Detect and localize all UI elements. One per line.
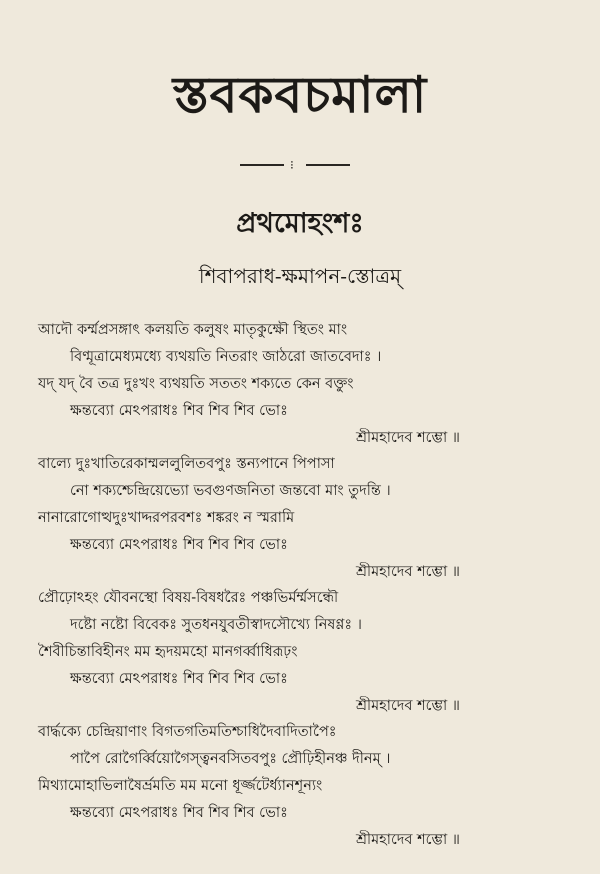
verse-line: নো শক্যশ্চেন্দ্রিয়েভ্যো ভবগুণজনিতা জন্তবো মাং তুদন্তি । (70, 483, 391, 499)
divider-ornament: ⁝ (290, 158, 294, 172)
verse-line: ক্ষন্তব্যো মেঽপরাধঃ শিব শিব শিব ভোঃ (70, 671, 288, 687)
divider-line-right (306, 164, 350, 166)
verse-refrain: শ্রীমহাদেব শম্ভো ॥ (356, 564, 460, 580)
verse-line: আদৌ কর্ম্মপ্রসঙ্গাৎ কলয়তি কলুষং মাতৃকুক্ষৌ স্থিতং মাং (38, 322, 348, 338)
verse-line: বিণ্মূত্রামেধ্যমধ্যে ব্যথয়তি নিতরাং জাঠরো জাতবেদাঃ । (70, 349, 382, 365)
verse-line: দষ্টো নষ্টো বিবেকঃ সুতধনযুবতীস্বাদসৌখ্যে নিষণ্ণঃ । (70, 617, 362, 633)
section-heading: প্রথমোহংশঃ (236, 208, 364, 239)
verse-line: মিথ্যামোহাভিলাষৈর্ভ্রমতি মম মনো ধূর্জ্জটের্ধ্যানশূন্যং (38, 778, 323, 794)
verse-line: পাপৈ রোগৈর্ব্বিয়োগৈস্ত্বনবসিতবপুঃ প্রৌঢ়িহীনঞ্চ দীনম্ । (70, 751, 391, 767)
divider-line-left (240, 164, 284, 166)
verse-line: প্রৌঢ়োঽহং যৌবনস্থো বিষয়-বিষধরৈঃ পঞ্চভির্মর্ম্মসন্ধৌ (38, 590, 339, 606)
verse-line: ক্ষন্তব্যো মেঽপরাধঃ শিব শিব শিব ভোঃ (70, 537, 288, 553)
verse-line: বার্দ্ধক্যে চেন্দ্রিয়াণাং বিগতগতিমতিশ্চাধিদৈবাদিতাপৈঃ (38, 724, 337, 740)
verse-line: নানারোগোত্থদুঃখাদ্দরপরবশঃ শঙ্করং ন স্মরামি (38, 510, 295, 526)
verse-line: ক্ষন্তব্যো মেঽপরাধঃ শিব শিব শিব ভোঃ (70, 403, 288, 419)
verse-refrain: শ্রীমহাদেব শম্ভো ॥ (356, 832, 460, 848)
verse-line: যদ্ যদ্ বৈ তত্র দুঃখং ব্যথয়তি সততং শক্যতে কেন বক্তুং (38, 376, 354, 392)
verse-line: ক্ষন্তব্যো মেঽপরাধঃ শিব শিব শিব ভোঃ (70, 805, 288, 821)
verse-line: শৈবীচিন্তাবিহীনং মম হৃদয়মহো মানগর্ব্বাধিরূঢ়ং (38, 644, 298, 660)
verse-line: বাল্যে দুঃখাতিরেকাম্মললুলিতবপুঃ স্তন্যপানে পিপাসা (38, 456, 335, 472)
verse-refrain: শ্রীমহাদেব শম্ভো ॥ (356, 430, 460, 446)
verse-refrain: শ্রীমহাদেব শম্ভো ॥ (356, 698, 460, 714)
ornamental-divider (240, 158, 350, 172)
hymn-title: শিবাপরাধ-ক্ষমাপন-স্তোত্রম্ (198, 264, 402, 288)
page-title: স্তবকবচমালা (172, 65, 428, 124)
